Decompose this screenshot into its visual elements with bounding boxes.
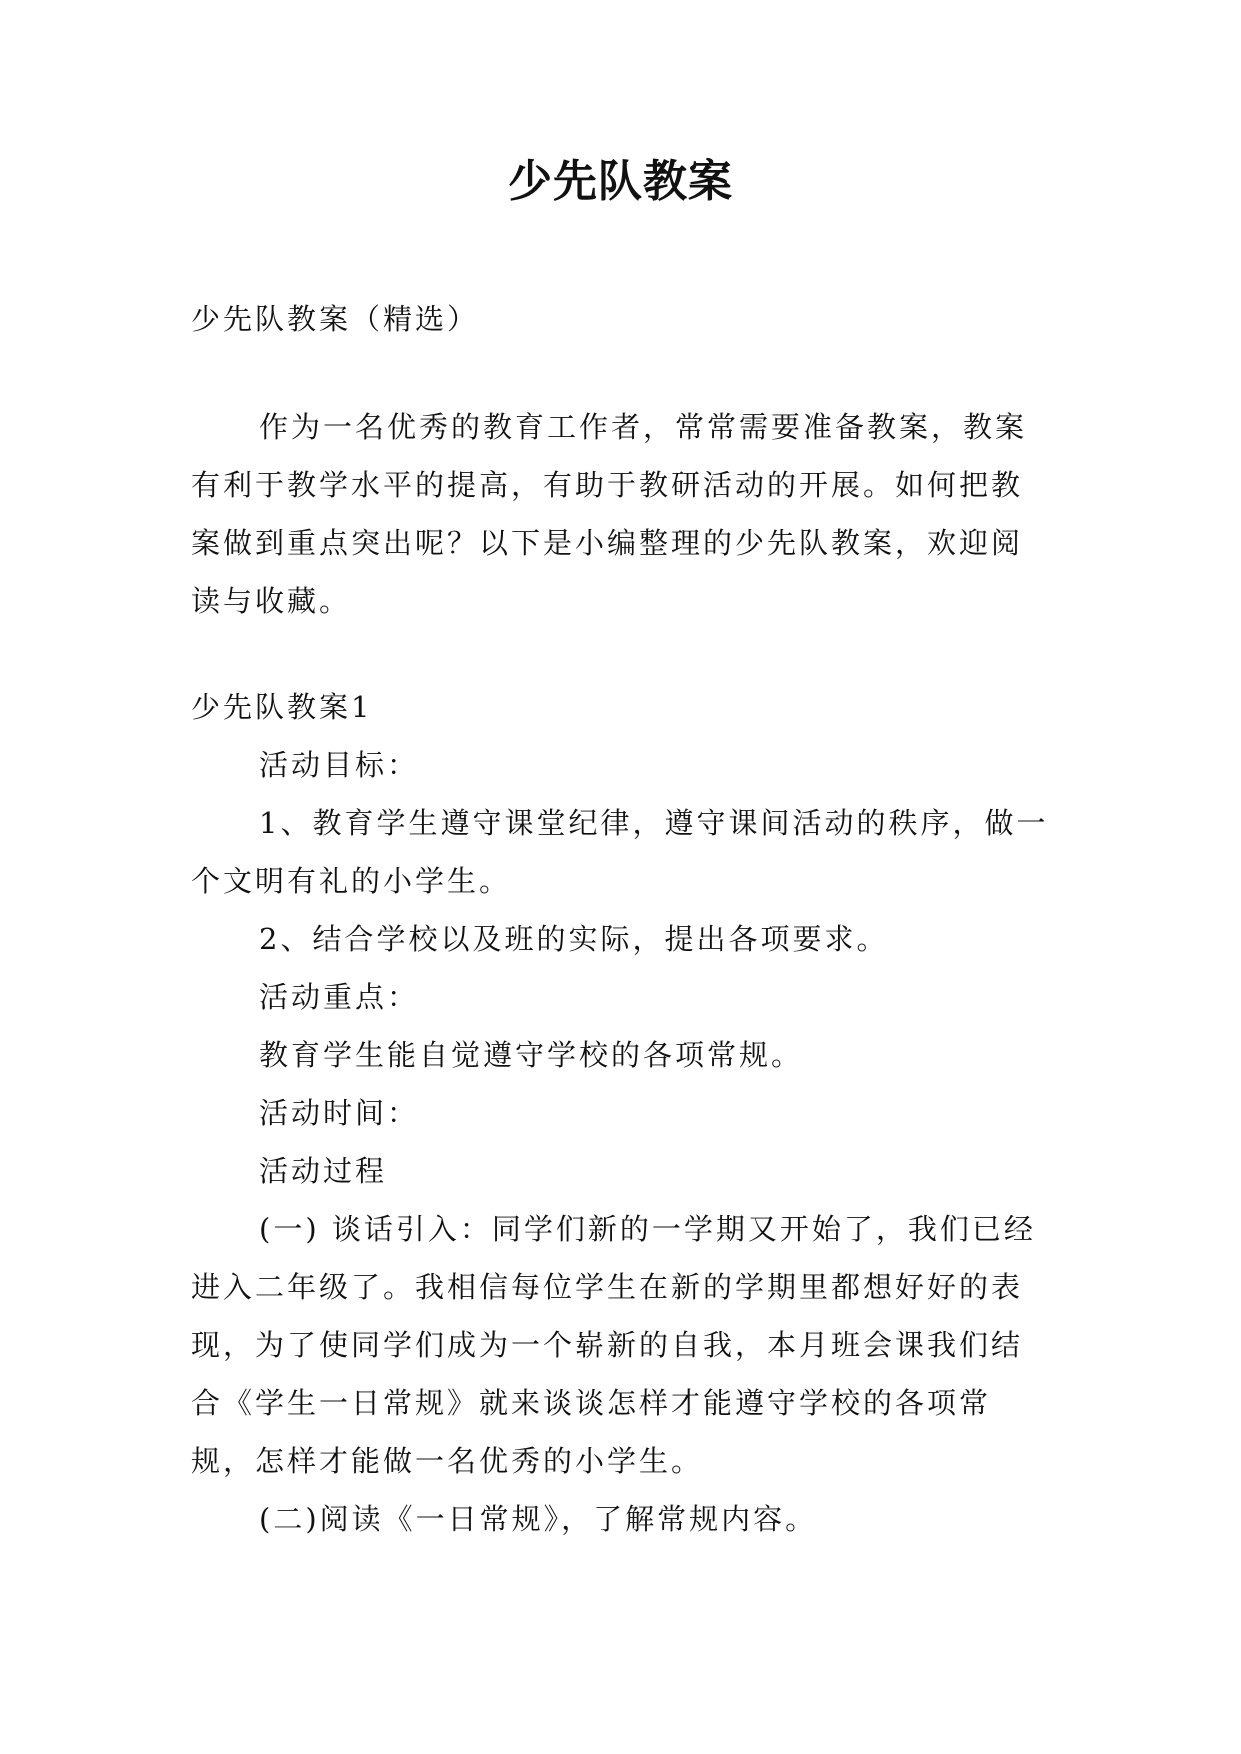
process-step-2: (二)阅读《一日常规》，了解常规内容。 [259, 1502, 818, 1536]
document-subtitle: 少先队教案（精选） [191, 302, 480, 336]
goal-item-1: 1、教育学生遵守课堂纪律，遵守课间活动的秩序，做一个文明有礼的小学生。 [191, 806, 1049, 898]
time-label: 活动时间： [259, 1096, 420, 1130]
goal-label: 活动目标： [259, 748, 420, 782]
intro-paragraph: 作为一名优秀的教育工作者，常常需要准备教案，教案有利于教学水平的提高，有助于教研活动的开展。如何把教案做到重点突出呢？以下是小编整理的少先队教案，欢迎阅读与收藏。 [191, 410, 1028, 618]
process-label: 活动过程 [259, 1154, 388, 1188]
document-title: 少先队教案 [508, 156, 733, 207]
section-heading: 少先队教案1 [191, 690, 373, 724]
focus-label: 活动重点： [259, 980, 420, 1014]
spacer [191, 348, 1053, 398]
document-body [191, 290, 1053, 1548]
spacer [191, 630, 1053, 678]
focus-text: 教育学生能自觉遵守学校的各项常规。 [259, 1038, 804, 1072]
goal-item-2: 2、结合学校以及班的实际，提出各项要求。 [259, 922, 889, 956]
process-step-1: (一) 谈话引入：同学们新的一学期又开始了，我们已经进入二年级了。我相信每位学生在新的学期里都想好好的表现，为了使同学们成为一个崭新的自我，本月班会课我们结合《学生一日常规》就来谈谈怎样才能遵守学校的各项常规，怎样才能做一名优秀的小学生。 [191, 1212, 1036, 1478]
